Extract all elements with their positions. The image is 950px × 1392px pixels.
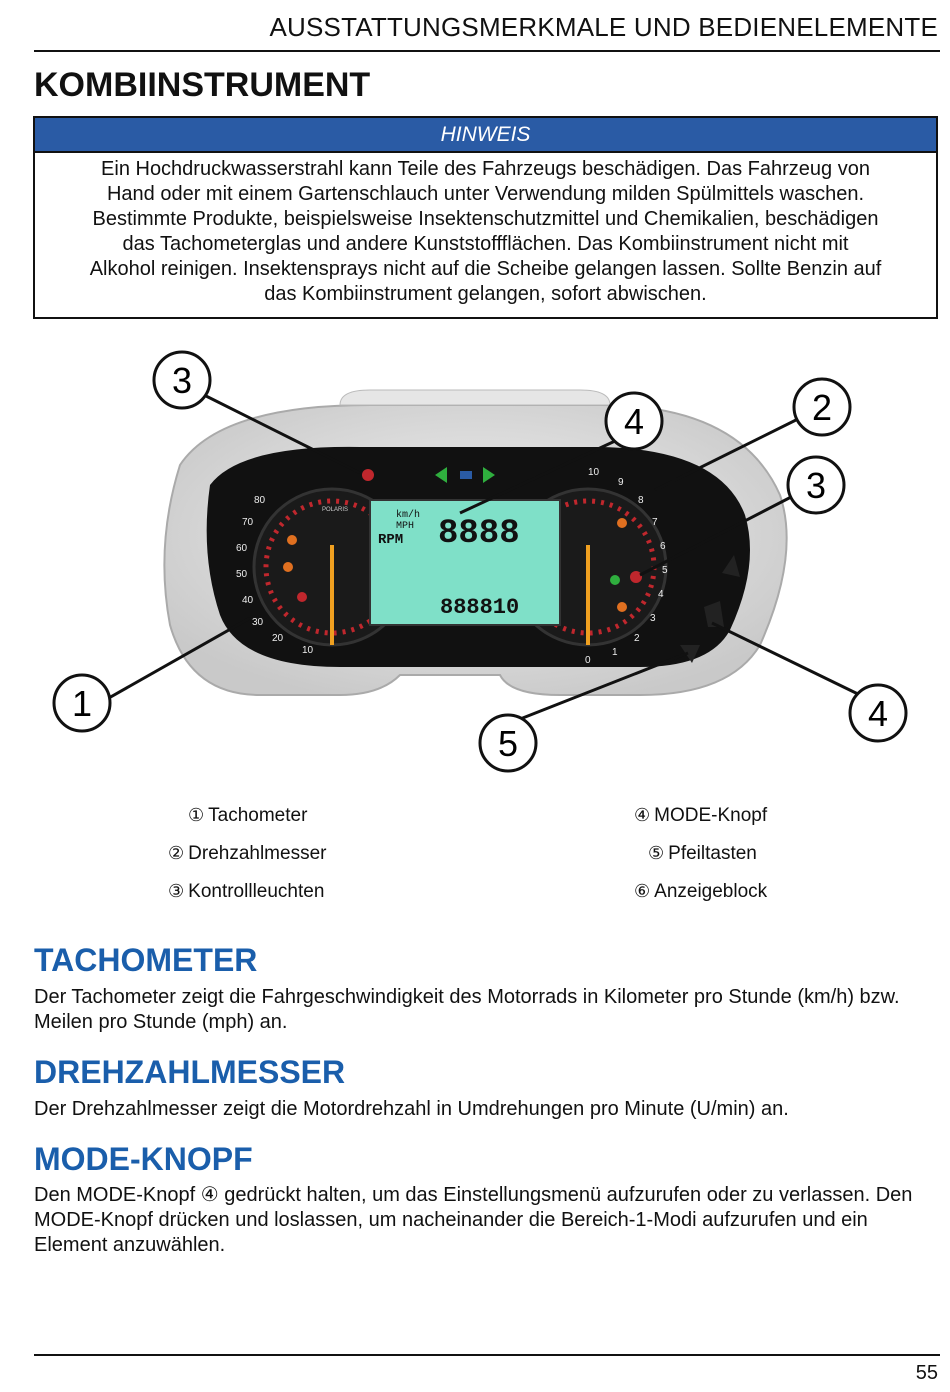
rpm-tick-label: 6	[660, 541, 666, 552]
callout-4-center	[606, 393, 662, 449]
oil-icon	[617, 602, 627, 612]
legend-item-tachometer: ① Tachometer	[188, 805, 308, 826]
speed-tick-label: 30	[252, 617, 264, 628]
rpm-tick-label: 1	[612, 647, 618, 658]
lcd-unit: km/h	[396, 510, 421, 521]
section-heading-mode-knopf: MODE-KNOPF	[34, 1141, 253, 1177]
warning-icon	[283, 562, 293, 572]
callout-4-right	[850, 685, 906, 741]
legend-item-drehzahlmesser: ② Drehzahlmesser	[168, 843, 327, 864]
lcd-unit: MPH	[396, 521, 415, 532]
notice-line: Hand oder mit einem Gartenschlauch unter Verwendung milden Spülmittels waschen.	[106, 183, 865, 205]
rpm-tick-label: 8	[638, 495, 644, 506]
callout-3-top	[154, 352, 210, 408]
fuel-icon	[617, 518, 627, 528]
header-rule	[34, 50, 940, 52]
legend-item-anzeigeblock: ⑥ Anzeigeblock	[634, 881, 768, 902]
svg-text:4: 4	[623, 401, 645, 442]
notice-box	[33, 116, 938, 319]
callout-1	[54, 675, 110, 731]
callout-5	[480, 715, 536, 771]
notice-line: Alkohol reinigen. Insektensprays nicht auf die Scheibe gelangen lassen. Sollte Benzin auf	[89, 258, 882, 280]
notice-text	[35, 153, 936, 317]
section-heading-drehzahlmesser: DREHZAHLMESSER	[34, 1054, 346, 1090]
notice-line: Bestimmte Produkte, beispielsweise Insektenschutzmittel und Chemikalien, beschädigen	[92, 208, 879, 230]
warning-icon	[297, 592, 307, 602]
speed-tick-label: 50	[236, 569, 248, 580]
rpm-tick-label: 10	[588, 467, 600, 478]
speed-tick-label: 40	[242, 595, 254, 606]
speed-tick-label: 10	[302, 645, 314, 656]
rpm-tick-label: 9	[618, 477, 624, 488]
section-heading-tachometer: TACHOMETER	[34, 942, 258, 978]
legend-item-kontrollleuchten: ③ Kontrollleuchten	[168, 881, 325, 902]
high-beam-icon	[460, 471, 472, 479]
speed-tick-label: 70	[242, 517, 254, 528]
tachometer-needle	[586, 545, 590, 645]
svg-text:2: 2	[811, 387, 833, 428]
notice-label: HINWEIS	[35, 118, 936, 153]
speed-tick-label: 80	[254, 495, 266, 506]
notice-line: das Kombiinstrument gelangen, sofort abwischen.	[264, 283, 707, 305]
rpm-tick-label: 7	[652, 517, 658, 528]
rpm-tick-label: 0	[585, 655, 591, 666]
footer-rule	[34, 1354, 940, 1356]
section-text-tachometer: Der Tachometer zeigt die Fahrgeschwindigkeit des Motorrads in Kilometer pro Stunde (km/h) bzw. Meilen pro Stunde (mph) an.	[34, 986, 900, 1033]
callout-3-right	[788, 457, 844, 513]
section-text-mode-knopf: Den MODE-Knopf ④ gedrückt halten, um das Einstellungsmenü aufzurufen oder zu verlassen. Den MODE-Knopf drücken und loslassen, um nacheinander die Bereich-1-Modi aufzurufen und ein Element anzuwählen.	[34, 1184, 913, 1256]
legend-item-pfeiltasten: ⑤ Pfeiltasten	[648, 843, 757, 864]
legend-item-mode-knopf: ④ MODE-Knopf	[634, 805, 768, 826]
notice-line: das Tachometerglas und andere Kunststoffflächen. Das Kombiinstrument nicht mit	[122, 233, 849, 255]
svg-text:1: 1	[71, 683, 93, 724]
lcd-odometer: 888810	[440, 595, 520, 620]
svg-text:5: 5	[497, 723, 519, 764]
brand-logo: POLARIS	[322, 507, 349, 513]
instrument-cluster-figure	[40, 345, 910, 785]
page-title: KOMBIINSTRUMENT	[34, 66, 371, 104]
rpm-tick-label: 5	[662, 565, 668, 576]
cluster-visor	[340, 390, 610, 405]
notice-line: Ein Hochdruckwasserstrahl kann Teile des Fahrzeugs beschädigen. Das Fahrzeug von	[101, 158, 870, 180]
warning-icon	[287, 535, 297, 545]
section-text-drehzahlmesser: Der Drehzahlmesser zeigt die Motordrehzahl in Umdrehungen pro Minute (U/min) an.	[34, 1098, 789, 1120]
lcd-main-digits: 8888	[438, 515, 520, 553]
lcd-unit: RPM	[378, 532, 404, 548]
rpm-tick-label: 2	[634, 633, 640, 644]
svg-text:4: 4	[867, 693, 889, 734]
callout-2	[794, 379, 850, 435]
speed-tick-label: 60	[236, 543, 248, 554]
rpm-tick-label: 3	[650, 613, 656, 624]
svg-text:3: 3	[171, 360, 193, 401]
warning-icon	[630, 571, 642, 583]
speedometer-needle	[330, 545, 334, 645]
speed-tick-label: 20	[272, 633, 284, 644]
chapter-header: AUSSTATTUNGSMERKMALE UND BEDIENELEMENTE	[269, 12, 938, 42]
rpm-tick-label: 4	[658, 589, 664, 600]
warning-icon	[362, 469, 374, 481]
neutral-icon	[610, 575, 620, 585]
page-number: 55	[915, 1362, 938, 1384]
svg-text:3: 3	[805, 465, 827, 506]
